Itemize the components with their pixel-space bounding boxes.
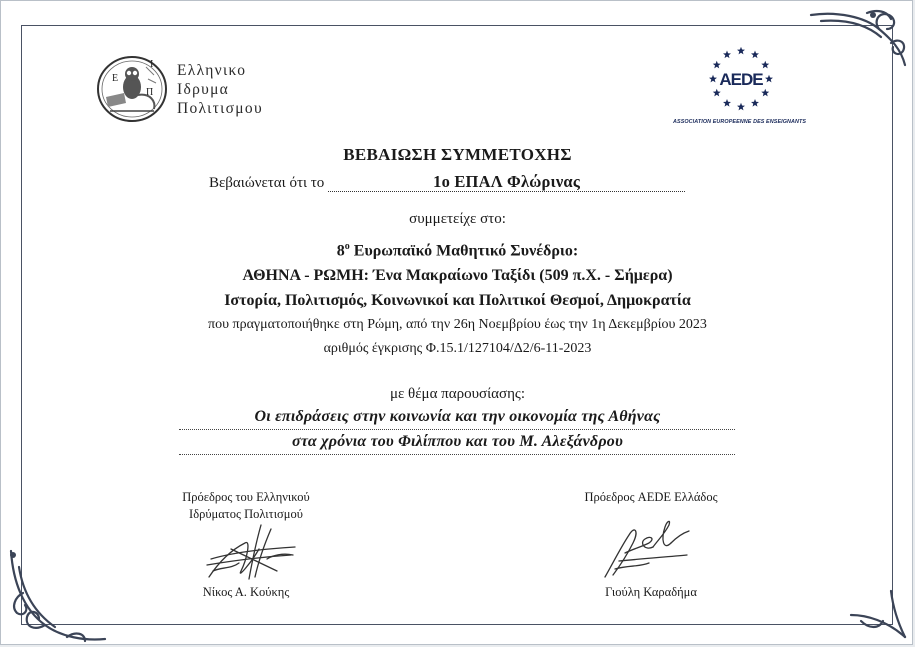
owl-seal-logo xyxy=(94,53,170,125)
right-signatory-title-line1: Πρόεδρος AEDE Ελλάδος xyxy=(584,490,718,504)
seal-letter-epsilon: Ε xyxy=(112,73,119,84)
aede-star-icon xyxy=(765,75,773,83)
aede-subtitle: ASSOCIATION EUROPEENNE DES ENSEIGNANTS xyxy=(673,119,807,125)
organization-name-line3: Πολιτισμου xyxy=(177,100,263,117)
event-name-text: Ευρωπαϊκό Μαθητικό Συνέδριο: xyxy=(349,242,579,260)
aede-logo-text: AEDE xyxy=(719,70,763,89)
right-signatory-title xyxy=(551,489,751,506)
participated-text: συμμετείχε στο: xyxy=(409,211,506,227)
event-details: που πραγματοποιήθηκε στη Ρώμη, από την 26η Νοεμβρίου έως την 1η Δεκεμβρίου 2023 xyxy=(208,317,707,332)
right-signatory-name: Γιούλη Καραδήμα xyxy=(605,585,697,599)
left-signatory-name: Νίκος Α. Κούκης xyxy=(202,585,290,599)
event-number-suffix: ο xyxy=(344,241,350,252)
aede-logo xyxy=(701,47,781,113)
event-title: ΑΘΗΝΑ - ΡΩΜΗ: Ένα Μακραίωνο Ταξίδι (509 π.Χ. - Σήμερα) xyxy=(242,267,673,284)
topic-dotted-line-1 xyxy=(179,429,735,430)
recipient-dotted-line xyxy=(328,174,685,192)
aede-star-icon xyxy=(751,51,759,59)
recipient-name: 1ο ΕΠΑΛ Φλώρινας xyxy=(433,172,580,191)
aede-star-icon xyxy=(751,99,759,107)
topic-line1: Οι επιδράσεις στην κοινωνία και την οικονομία της Αθήνας xyxy=(254,408,661,425)
seal-letter-iota: Ι xyxy=(150,59,154,70)
seal-letter-pi: Π xyxy=(146,87,154,98)
topic-line2: στα χρόνια του Φιλίππου και του Μ. Αλεξάνδρου xyxy=(292,433,623,450)
topic-label: με θέμα παρουσίασης: xyxy=(389,386,526,402)
left-signature-image xyxy=(201,519,301,585)
event-name xyxy=(1,241,914,260)
left-signatory-title-line2: Ιδρύματος Πολιτισμού xyxy=(189,507,303,521)
certify-prefix: Βεβαιώνεται ότι το xyxy=(209,175,325,191)
aede-star-icon xyxy=(737,47,745,54)
certify-line xyxy=(209,174,685,192)
event-subtitle: Ιστορία, Πολιτισμός, Κοινωνικοί και Πολιτικοί Θεσμοί, Δημοκρατία xyxy=(224,292,691,309)
left-signatory-title-line1: Πρόεδρος του Ελληνικού xyxy=(182,490,310,504)
top-right-corner-ornament xyxy=(807,7,911,71)
topic-dotted-line-2 xyxy=(179,454,735,455)
aede-star-icon xyxy=(713,61,721,69)
bottom-left-corner-ornament xyxy=(5,541,109,645)
bottom-right-corner-ornament xyxy=(847,585,911,643)
organization-name-line1: Ελληνικο xyxy=(177,62,247,79)
organization-name xyxy=(177,61,263,118)
aede-star-icon xyxy=(723,99,731,107)
left-signatory-title xyxy=(151,489,341,523)
right-signature-image xyxy=(599,513,699,583)
organization-name-line2: Ιδρυμα xyxy=(177,81,230,98)
aede-star-icon xyxy=(713,89,721,97)
approval-number: αριθμός έγκρισης Φ.15.1/127104/Δ2/6-11-2023 xyxy=(323,341,592,356)
aede-star-icon xyxy=(761,61,769,69)
event-number: 8 xyxy=(336,242,345,260)
aede-star-icon xyxy=(761,89,769,97)
aede-star-icon xyxy=(723,51,731,59)
aede-star-icon xyxy=(737,103,745,111)
certificate-title: ΒΕΒΑΙΩΣΗ ΣΥΜΜΕΤΟΧΗΣ xyxy=(343,145,572,164)
aede-star-icon xyxy=(709,75,717,83)
